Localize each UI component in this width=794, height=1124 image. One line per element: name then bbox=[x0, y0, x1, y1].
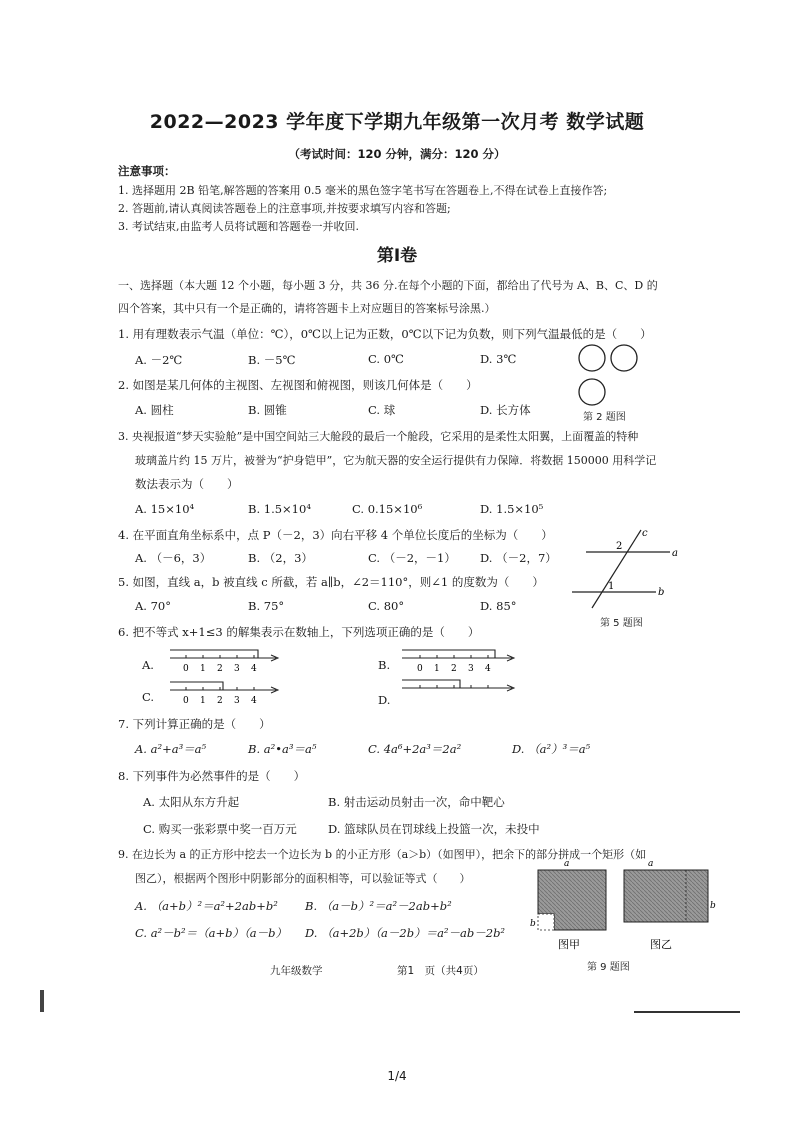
note-item-3: 3. 考试结束,由监考人员将试题和答题卷一并收回. bbox=[118, 220, 359, 233]
q6-option-b: B. bbox=[378, 658, 391, 672]
note-item-1: 1. 选择题用 2B 铅笔,解答题的答案用 0.5 毫米的黑色签字笔书写在答题卷上,不得在试卷上直接作答; bbox=[118, 184, 608, 197]
svg-text:1: 1 bbox=[434, 664, 440, 674]
svg-text:1: 1 bbox=[200, 664, 206, 674]
q9-line2: 图乙），根据两个图形中阴影部分的面积相等，可以验证等式（ ） bbox=[135, 872, 471, 885]
fig-jia-label-b: b bbox=[530, 919, 536, 929]
q3-option-d: D. 1.5×10⁵ bbox=[480, 502, 544, 516]
q8-option-c: C. 购买一张彩票中奖一百万元 bbox=[143, 822, 297, 836]
fig-yi-label-a: a bbox=[648, 859, 654, 869]
q8-option-b: B. 射击运动员射击一次，命中靶心 bbox=[328, 795, 505, 809]
svg-text:1: 1 bbox=[200, 696, 206, 706]
q5-option-a: A. 70° bbox=[135, 599, 171, 613]
angle-2-label: 2 bbox=[616, 541, 623, 552]
q3-option-b: B. 1.5×10⁴ bbox=[248, 502, 311, 516]
q1-option-a: A. －2℃ bbox=[135, 353, 183, 367]
q2-stem: 2. 如图是某几何体的主视图、左视图和俯视图，则该几何体是（ ） bbox=[118, 378, 478, 392]
q5-option-b: B. 75° bbox=[248, 599, 285, 613]
q8-option-d: D. 篮球队员在罚球线上投篮一次，未投中 bbox=[328, 822, 540, 836]
note-item-2: 2. 答题前,请认真阅读答题卷上的注意事项,并按要求填写内容和答题; bbox=[118, 202, 451, 215]
q9-option-b: B. （a－b）²＝a²－2ab+b² bbox=[305, 899, 452, 913]
q9-figure bbox=[528, 858, 718, 956]
q7-option-d: D. （a²）³＝a⁵ bbox=[512, 742, 591, 756]
q9-figure-caption: 第 9 题图 bbox=[587, 962, 630, 973]
fig-jia-caption: 图甲 bbox=[558, 938, 580, 951]
q6-numberline-b bbox=[400, 646, 520, 674]
q5-option-d: D. 85° bbox=[480, 599, 517, 613]
q9-option-d: D. （a+2b）（a－2b）＝a²－ab－2b² bbox=[305, 926, 506, 940]
svg-text:2: 2 bbox=[217, 696, 223, 706]
exam-subtitle: （考试时间：120 分钟，满分：120 分） bbox=[288, 147, 506, 161]
fig-jia-label-a: a bbox=[564, 859, 570, 869]
label-b: b bbox=[658, 587, 665, 598]
fig-yi-label-b: b bbox=[710, 901, 716, 911]
volume-heading: 第Ⅰ卷 bbox=[376, 246, 418, 266]
q8-option-a: A. 太阳从东方升起 bbox=[143, 795, 240, 809]
svg-text:3: 3 bbox=[234, 664, 240, 674]
q4-option-c: C. （－2，－1） bbox=[368, 551, 456, 565]
footer-subject: 九年级数学 bbox=[270, 965, 323, 977]
footer-page: 第1 页（共4页） bbox=[397, 965, 484, 977]
q3-line1: 3. 央视报道“梦天实验舱”是中国空间站三大舱段的最后一个舱段，它采用的是柔性太阳翼，上面覆盖的特种 bbox=[118, 430, 639, 443]
bottom-right-mark bbox=[634, 1011, 740, 1013]
q9-line1: 9. 在边长为 a 的正方形中挖去一个边长为 b 的小正方形（a＞b）（如图甲），把余下的部分拼成一个矩形（如 bbox=[118, 848, 647, 861]
svg-text:0: 0 bbox=[417, 664, 423, 674]
q4-option-b: B. （2，3） bbox=[248, 551, 313, 565]
q2-figure-caption: 第 2 题图 bbox=[583, 412, 626, 423]
q7-stem: 7. 下列计算正确的是（ ） bbox=[118, 717, 271, 731]
section1-intro-line2: 四个答案，其中只有一个是正确的，请将答题卡上对应题目的答案标号涂黑.） bbox=[118, 302, 496, 315]
exam-title: 2022—2023 学年度下学期九年级第一次月考 数学试题 bbox=[149, 111, 645, 133]
q6-option-a: A. bbox=[142, 658, 154, 672]
svg-text:4: 4 bbox=[251, 696, 257, 706]
svg-text:0: 0 bbox=[183, 664, 189, 674]
svg-text:0: 0 bbox=[183, 696, 189, 706]
q1-stem: 1. 用有理数表示气温（单位：℃），0℃以上记为正数，0℃以下记为负数，则下列气温最低的是（ ） bbox=[118, 327, 652, 341]
q4-option-a: A. （－6，3） bbox=[135, 551, 212, 565]
side-view-circle bbox=[611, 345, 637, 371]
fig-jia-hole bbox=[538, 914, 554, 930]
q8-stem: 8. 下列事件为必然事件的是（ ） bbox=[118, 769, 306, 783]
q5-stem: 5. 如图，直线 a，b 被直线 c 所截，若 a∥b，∠2＝110°，则∠1 的度数为（ ） bbox=[118, 575, 544, 589]
q9-option-a: A. （a+b）²＝a²+2ab+b² bbox=[135, 899, 278, 913]
q4-stem: 4. 在平面直角坐标系中，点 P（－2，3）向右平移 4 个单位长度后的坐标为（ ） bbox=[118, 528, 553, 542]
q5-figure-caption: 第 5 题图 bbox=[600, 618, 643, 629]
q6-stem: 6. 把不等式 x+1≤3 的解集表示在数轴上，下列选项正确的是（ ） bbox=[118, 625, 480, 639]
q1-option-c: C. 0℃ bbox=[368, 352, 404, 366]
q2-option-a: A. 圆柱 bbox=[135, 403, 174, 417]
page-indicator: 1/4 bbox=[387, 1069, 407, 1083]
angle-1-label: 1 bbox=[608, 581, 615, 592]
q4-option-d: D. （－2，7） bbox=[480, 551, 557, 565]
q7-option-b: B. a²•a³＝a⁵ bbox=[248, 742, 317, 756]
svg-text:2: 2 bbox=[451, 664, 457, 674]
q3-line3: 数法表示为（ ） bbox=[135, 477, 239, 491]
q6-numberline-d bbox=[400, 676, 520, 704]
label-a: a bbox=[672, 548, 678, 559]
q2-option-c: C. 球 bbox=[368, 403, 396, 417]
q3-option-a: A. 15×10⁴ bbox=[135, 502, 195, 516]
notes-heading: 注意事项： bbox=[118, 164, 176, 178]
label-c: c bbox=[642, 528, 648, 539]
q6-numberline-c bbox=[168, 678, 283, 706]
svg-text:3: 3 bbox=[468, 664, 474, 674]
q1-option-d: D. 3℃ bbox=[480, 352, 517, 366]
q9-option-c: C. a²－b²＝（a+b）（a－b） bbox=[135, 926, 287, 940]
left-edge-mark bbox=[40, 990, 44, 1012]
svg-text:4: 4 bbox=[251, 664, 257, 674]
q6-option-c: C. bbox=[142, 690, 155, 704]
q6-numberline-a bbox=[168, 646, 283, 674]
svg-text:4: 4 bbox=[485, 664, 491, 674]
q3-option-c: C. 0.15×10⁶ bbox=[352, 502, 423, 516]
q2-figure bbox=[572, 340, 642, 410]
q2-option-b: B. 圆锥 bbox=[248, 403, 287, 417]
q7-option-a: A. a²+a³＝a⁵ bbox=[135, 742, 207, 756]
q3-line2: 玻璃盖片约 15 万片，被誉为“护身铠甲”，它为航天器的安全运行提供有力保障．将数据 150000 用科学记 bbox=[135, 454, 657, 467]
q5-option-c: C. 80° bbox=[368, 599, 405, 613]
fig-yi-caption: 图乙 bbox=[650, 938, 672, 951]
front-view-circle bbox=[579, 345, 605, 371]
q2-option-d: D. 长方体 bbox=[480, 403, 531, 417]
q1-option-b: B. －5℃ bbox=[248, 353, 296, 367]
svg-text:3: 3 bbox=[234, 696, 240, 706]
q5-figure bbox=[568, 528, 688, 613]
q6-option-d: D. bbox=[378, 693, 391, 707]
q7-option-c: C. 4a⁶+2a³＝2a² bbox=[368, 742, 462, 756]
svg-text:2: 2 bbox=[217, 664, 223, 674]
top-view-circle bbox=[579, 379, 605, 405]
fig-yi-shaded bbox=[624, 870, 708, 922]
section1-intro-line1: 一、选择题（本大题 12 个小题，每小题 3 分，共 36 分.在每个小题的下面，都给出了代号为 A、B、C、D 的 bbox=[118, 279, 658, 292]
